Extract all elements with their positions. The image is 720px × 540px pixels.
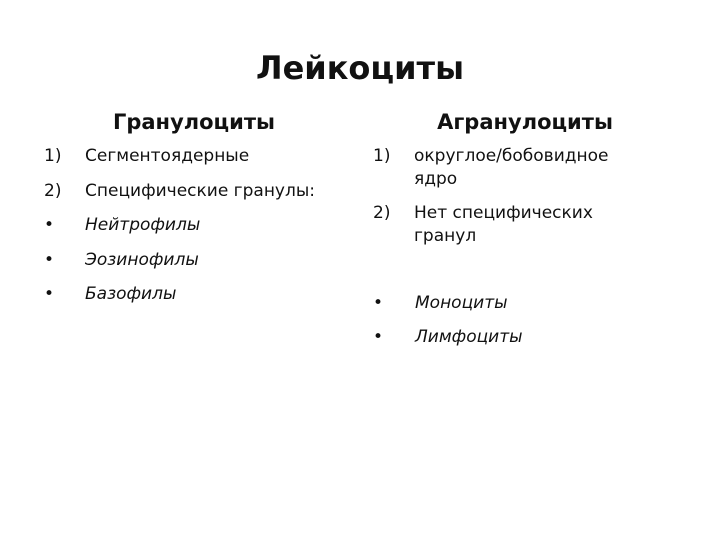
list-item-text: Базофилы — [85, 284, 177, 304]
list-item — [44, 145, 354, 180]
bullet-marker: • — [44, 215, 55, 235]
bullet-marker: • — [44, 284, 55, 304]
list-item — [373, 145, 713, 191]
list-marker: 1) — [373, 146, 391, 166]
list-item — [373, 292, 713, 326]
list-item-text: Лимфоциты — [415, 327, 523, 347]
list-item-text: Эозинофилы — [85, 249, 199, 270]
granulocytes-list — [44, 145, 354, 318]
list-item-text: Нейтрофилы — [85, 215, 201, 235]
list-item — [44, 249, 354, 284]
list-marker: 1) — [44, 146, 62, 166]
list-item-text: Моноциты — [415, 293, 508, 313]
list-item-text: Нет специфических гранул — [414, 203, 593, 246]
list-marker: 2) — [44, 180, 62, 201]
agranulocytes-heading: Агранулоциты — [437, 110, 613, 134]
list-item-text: Сегментоядерные — [85, 146, 250, 166]
bullet-marker: • — [373, 327, 384, 347]
granulocytes-heading: Гранулоциты — [112, 110, 276, 134]
list-spacer — [373, 259, 713, 292]
bullet-marker: • — [44, 249, 55, 270]
bullet-marker: • — [373, 293, 384, 313]
list-item — [44, 283, 354, 318]
list-item — [373, 202, 713, 248]
list-item — [373, 326, 713, 360]
list-marker: 2) — [373, 203, 391, 223]
agranulocytes-list — [373, 145, 713, 360]
slide-title: Лейкоциты — [255, 49, 465, 87]
list-item — [44, 180, 354, 215]
list-item-text: округлое/бобовидное ядро — [414, 146, 609, 189]
list-item-text: Специфические гранулы: — [85, 180, 316, 201]
list-item — [44, 214, 354, 249]
